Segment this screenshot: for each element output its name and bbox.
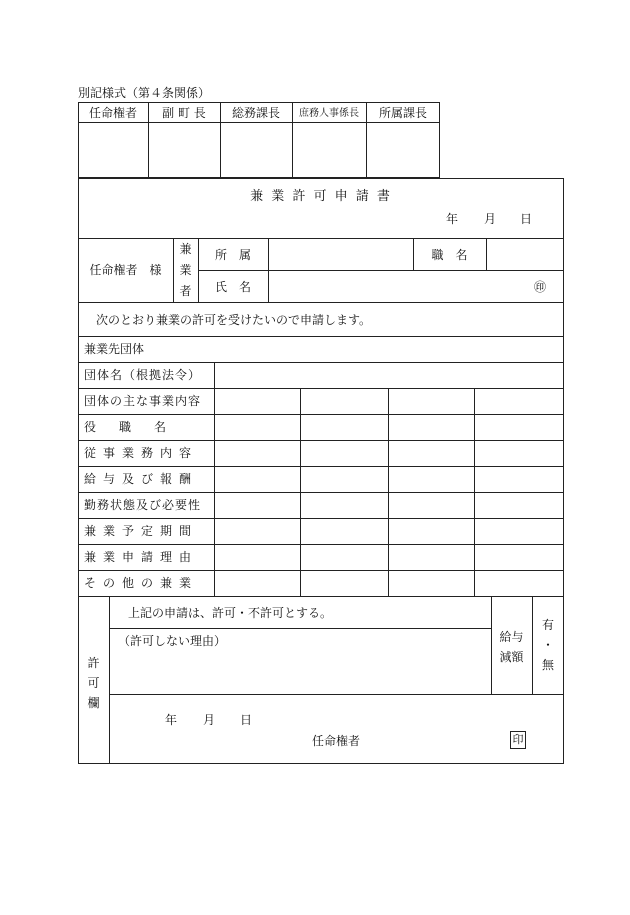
date-year-label: 年: [446, 212, 459, 226]
affiliation-label: 所 属: [214, 248, 251, 262]
name-label: 氏 名: [214, 280, 251, 294]
applicant-label-char: 兼: [179, 242, 192, 256]
rejection-reason-label: （許可しない理由）: [118, 634, 227, 648]
permit-seal-mark: 印: [510, 731, 526, 749]
row-label: 団体名（根拠法令）: [84, 368, 202, 382]
permit-date-year: 年: [165, 713, 178, 727]
approver-header: 副 町 長: [162, 106, 206, 120]
permit-label-char: 欄: [87, 696, 100, 710]
row-label: 役職名: [84, 420, 190, 434]
permit-label-char: 許: [87, 656, 100, 670]
permit-label-char: 可: [87, 676, 100, 690]
intro-statement: 次のとおり兼業の許可を受けたいので申請します。: [96, 313, 372, 327]
org-section-title: 兼業先団体: [84, 342, 145, 356]
applicant-label-char: 者: [179, 284, 192, 298]
approver-header: 庶務人事係長: [299, 108, 359, 119]
addressee: 任命権者 様: [89, 263, 162, 277]
form-title: 兼 業 許 可 申 請 書: [250, 189, 392, 204]
applicant-label-char: 業: [179, 263, 192, 277]
date-month-label: 月: [484, 212, 497, 226]
approver-header: 任命権者: [88, 106, 137, 120]
row-label: 勤務状態及び必要性: [84, 498, 202, 512]
salary-reduction-label: 給与: [499, 630, 524, 644]
permit-date-day: 日: [240, 713, 253, 727]
row-label: 従事業務内容: [84, 446, 199, 460]
row-label: 給与及び報酬: [84, 472, 199, 486]
form-label: 別記様式（第４条関係）: [78, 86, 211, 100]
position-label: 職 名: [431, 248, 468, 262]
approver-header: 総務課長: [231, 106, 280, 120]
row-label: その他の兼業: [84, 576, 199, 590]
seal-mark: ㊞: [534, 280, 547, 294]
salary-choice-no: 無: [541, 658, 554, 672]
salary-reduction-label: 減額: [499, 650, 524, 664]
salary-choice-separator: ・: [541, 638, 554, 652]
approver-header: 所属課長: [378, 106, 427, 120]
permit-date-month: 月: [203, 713, 216, 727]
date-day-label: 日: [520, 212, 533, 226]
row-label: 兼業予定期間: [84, 524, 199, 538]
permit-authority: 任命権者: [312, 734, 361, 748]
row-label: 兼業申請理由: [84, 550, 199, 564]
salary-choice-yes: 有: [541, 618, 554, 632]
permit-statement: 上記の申請は、許可・不許可とする。: [128, 606, 333, 620]
row-label: 団体の主な事業内容: [84, 394, 202, 408]
